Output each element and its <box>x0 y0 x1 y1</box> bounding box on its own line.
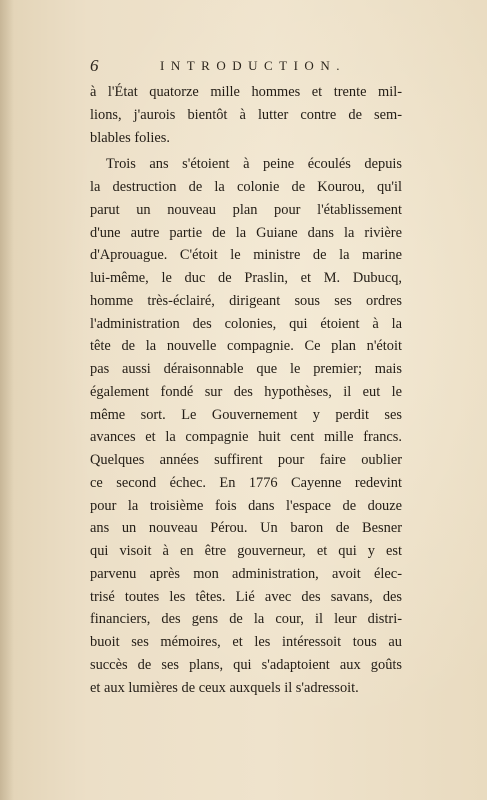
text-line: parut un nouveau plan pour l'établissement <box>90 201 402 218</box>
text-line: Trois ans s'étoient à peine écoulés depuis <box>106 156 402 173</box>
paragraph <box>90 153 402 699</box>
text-line: d'une autre partie de la Guiane dans la rivière <box>90 224 402 241</box>
text-line: ans un nouveau Pérou. Un baron de Besner <box>90 520 402 537</box>
text-line: blables folies. <box>90 129 170 146</box>
text-line: succès de ses plans, qui s'adaptoient aux goûts <box>90 656 402 673</box>
text-line: Quelques années suffirent pour faire oublier <box>90 452 402 468</box>
text-line: pour la troisième fois dans l'espace de douze <box>90 497 402 514</box>
paragraph <box>90 81 402 149</box>
text-line: l'administration des colonies, qui étoient à la <box>90 315 402 332</box>
text-line: buoit ses mémoires, et les intéressoit tous au <box>90 634 402 650</box>
text-line: à l'État quatorze mille hommes et trente mil- <box>90 84 402 100</box>
body-text <box>90 81 402 699</box>
page-header <box>90 56 390 78</box>
text-line: et aux lumières de ceux auxquels il s'adressoit. <box>90 679 359 696</box>
page-number: 6 <box>90 56 99 75</box>
text-line: financiers, des gens de la cour, il leur distri- <box>90 611 402 628</box>
text-line: avances et la compagnie huit cent mille francs. <box>90 429 402 446</box>
text-line: la destruction de la colonie de Kourou, qu'il <box>90 179 402 195</box>
text-line: pas aussi déraisonnable que le premier; mais <box>90 361 402 377</box>
text-line: qui visoit à en être gouverneur, et qui y est <box>90 543 402 559</box>
text-line: tête de la nouvelle compagnie. Ce plan n'étoit <box>90 338 402 355</box>
running-title: INTRODUCTION. <box>160 58 346 73</box>
text-line: également fondé sur des hypothèses, il eut le <box>90 383 402 400</box>
text-line: ce second échec. En 1776 Cayenne redevint <box>90 474 402 491</box>
text-line: homme très-éclairé, dirigeant sous ses ordres <box>90 292 402 309</box>
text-line: lions, j'aurois bientôt à lutter contre de sem- <box>90 106 402 123</box>
text-line: d'Aprouague. C'étoit le ministre de la marine <box>90 247 402 264</box>
text-line: trisé toutes les têtes. Lié avec des savans, des <box>90 588 402 605</box>
text-line: lui-même, le duc de Praslin, et M. Dubucq, <box>90 270 402 286</box>
text-line: même sort. Le Gouvernement y perdit ses <box>90 406 402 423</box>
text-line: parvenu après mon administration, avoit élec- <box>90 565 402 582</box>
